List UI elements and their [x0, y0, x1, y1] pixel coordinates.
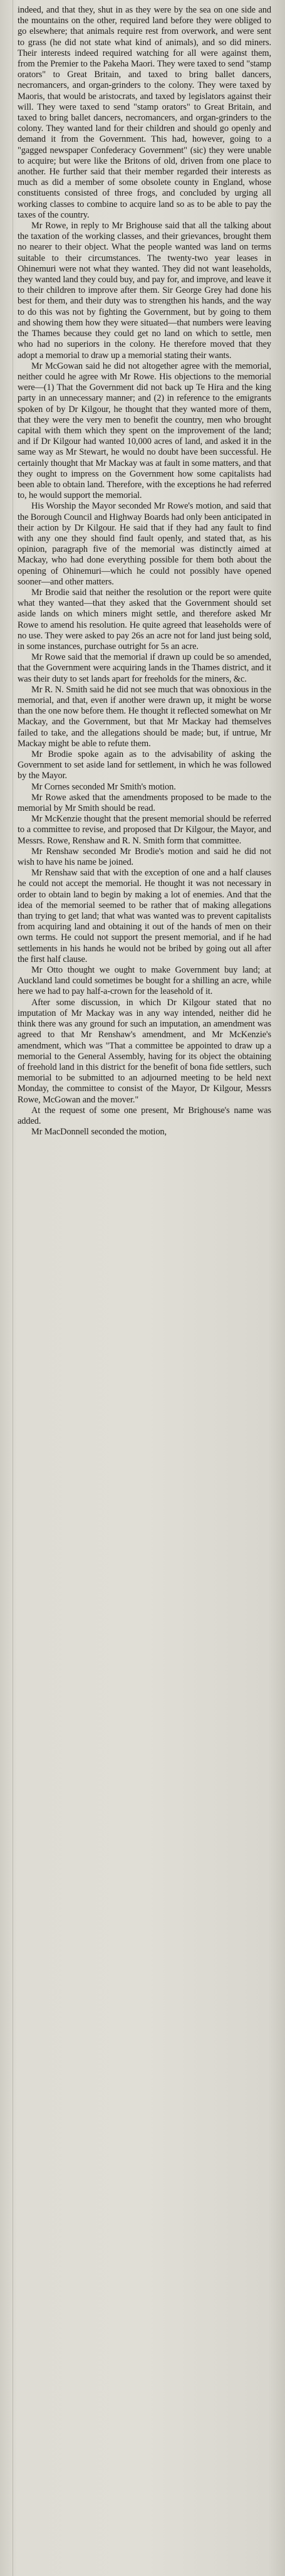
paragraph: At the request of some one present, Mr Brighouse's name was added. — [18, 1105, 271, 1126]
paragraph: Mr Rowe said that the memorial if drawn up could be so amended, that the Government were acquiring lands in the Thames district, and it was their duty to set lands apart for freeholds for the miners, &c. — [18, 652, 271, 684]
paragraph: Mr MacDonnell seconded the motion, — [31, 1127, 167, 1138]
paragraph: Mr McGowan said he did not altogether agree with the memorial, neither could he agree with Mr Rowe. His objections to the memorial were—(1) That the Government did not back up Te Hira and the king party in an unnecessary manner; and (2) in reference to the emigrants spoken of by Dr Kilgour, he thought that they wanted more of them, that they were the very men to benefit the country, men who brought capital with them which they spent on the improvement of the land; and if Dr Kilgour had wanted 10,000 acres of land, and asked it in the same way as Mr Stewart, he would no doubt have been successful. He certainly thought that Mr Mackay was at fault in some matters, and that they ought to impress on the Government how some capitalists had been able to obtain land. Therefore, with the exceptions he had referred to, he would support the memorial. — [18, 361, 271, 501]
paragraph: Mr Brodie spoke again as to the advisability of asking the Government to set aside land for settlement, in which he was followed by the Mayor. — [18, 749, 271, 781]
paragraph: indeed, and that they, shut in as they were by the sea on one side and the mountains on the other, required land before they were obliged to go elsewhere; that animals require rest from overwork, and were sent to grass (he did not state what kind of animals), and so did miners. Their interests indeed required watching for all were against them, from the Premier to the Pakeha Maori. They were taxed to send "stamp orators" to Great Britain, and taxed to bring ballet dancers, necromancers, and organ-grinders to the colony. They were taxed by Maoris, that would be aristocrats, and taxed by legislators against their will. They were taxed to send "stamp orators" to Great Britain, and taxed to bring ballet dancers, necromancers, and organ-grinders to the colony. They wanted land for their children and should go openly and demand it from the Government. This had, however, going to a "gagged newspaper Confederacy Government" (sic) they were unable to acquire; but were like the Britons of old, driven from one place to another. He further said that their member regarded their interests as much as did a member of some obsolete county in England, whose constituents consisted of three frogs, and concluded by urging all working classes to combine to acquire land so as to be able to pay the taxes of the country. — [18, 5, 271, 220]
paragraph: Mr Renshaw said that with the exception of one and a half clauses he could not accept the memorial. He thought it was not necessary in order to obtain land to begin by making a lot of enemies. And that the idea of the memorial seemed to be rather that of making allegations than trying to get land; that what was wanted was to prevent capitalists from acquiring land and obtaining it out of the hands of men on their own terms. He could not support the present memorial, and if he had settlements in his hands he would not be bribed by going out all after the first half clause. — [18, 868, 271, 964]
paragraph: After some discussion, in which Dr Kilgour stated that no imputation of Mr Mackay was in any way intended, neither did he think there was any ground for such an imputation, an amendment was agreed to that Mr Renshaw's amendment, and Mr McKenzie's amendment, which was "That a committee be appointed to draw up a memorial to the General Assembly, having for its object the obtaining of freehold land in this district for the benefit of bona fide settlers, such memorial to be submitted to an adjourned meeting to be held next Monday, the committee to consist of the Mayor, Dr Kilgour, Messrs Rowe, McGowan and the mover." — [18, 997, 271, 1105]
paragraph: Mr Renshaw seconded Mr Brodie's motion and said he did not wish to have his name be joined. — [18, 846, 271, 868]
paragraph: Mr Otto thought we ought to make Government buy land; at Auckland land could sometimes be bought for a shilling an acre, while here we had to pay half-a-crown for the leasehold of it. — [18, 965, 271, 997]
paragraph: Mr Cornes seconded Mr Smith's motion. — [31, 781, 176, 792]
article-column — [18, 5, 271, 1138]
paragraph: Mr R. N. Smith said he did not see much that was obnoxious in the memorial, and that, even if another were drawn up, it might be worse than the one now before them. He thought it reflected somewhat on Mr Mackay, and the Government, but that Mr Mackay had themselves failed to take, and the allegations should be made; but, if untrue, Mr Mackay might be able to refute them. — [18, 684, 271, 749]
paragraph: Mr Rowe, in reply to Mr Brighouse said that all the talking about the taxation of the working classes, and their grievances, brought them no nearer to their object. What the people wanted was land on terms suitable to their circumstances. The twenty-two year leases in Ohinemuri were not what they wanted. They did not want leaseholds, they wanted land they could buy, and pay for, and improve, and leave it to their children to improve after them. Sir George Grey had done his best for them, and their duty was to strengthen his hands, and the way to do this was not by fighting the Government, but by going to them and showing them how they were situated—that numbers were leaving the Thames because they could get no land on which to settle, men who had no superiors in the colony. He therefore moved that they adopt a memorial to draw up a memorial stating their wants. — [18, 221, 271, 361]
paragraph: Mr McKenzie thought that the present memorial should be referred to a committee to revise, and proposed that Dr Kilgour, the Mayor, and Messrs. Rowe, Renshaw and R. N. Smith form that committee. — [18, 814, 271, 846]
paragraph: Mr Rowe asked that the amendments proposed to be made to the memorial by Mr Smith should be read. — [18, 792, 271, 814]
paragraph: Mr Brodie said that neither the resolution or the report were quite what they wanted—that they asked that the Government should set aside lands on which miners might settle, and therefore asked Mr Rowe to amend his resolution. He quite agreed that leaseholds were of no use. They were asked to pay 26s an acre not for land just being sold, in some instances, purchase outright for 5s an acre. — [18, 587, 271, 652]
paragraph: His Worship the Mayor seconded Mr Rowe's motion, and said that the Borough Council and Highway Boards had only been anticipated in their action by Dr Kilgour. He said that if they had any fault to find with any one they should find fault openly, and stated that, as his opinion, paragraph five of the memorial was distinctly aimed at Mackay, who had done everything possible for them both about the opening of Ohinemuri—which he could not possibly have opened sooner—and other matters. — [18, 501, 271, 587]
